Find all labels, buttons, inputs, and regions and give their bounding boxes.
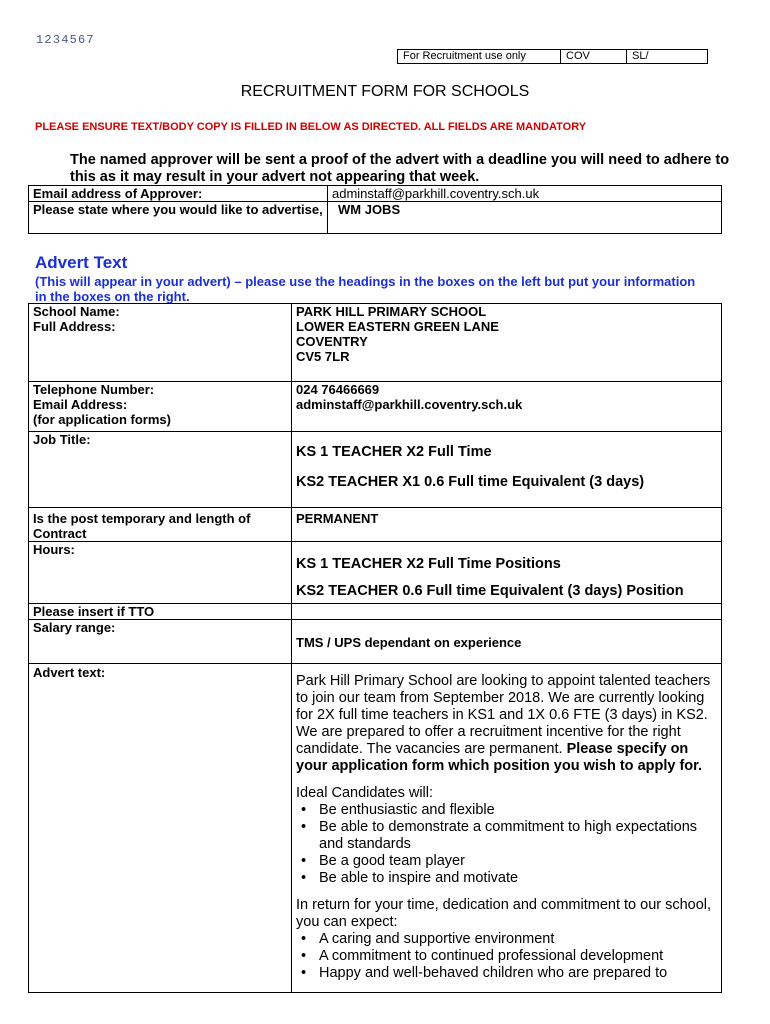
sl-field: SL/	[627, 50, 708, 64]
contact-values-cell	[292, 382, 722, 432]
address-line-1: LOWER EASTERN GREEN LANE	[296, 319, 499, 334]
advert-intro-paragraph	[296, 673, 717, 775]
approver-email-label: Email address of Approver:	[29, 186, 328, 202]
tto-value	[292, 604, 722, 620]
address-line-3: CV5 7LR	[296, 349, 350, 364]
approver-table	[28, 185, 722, 234]
form-title: RECRUITMENT FORM FOR SCHOOLS	[240, 83, 530, 100]
advert-text-label: Advert text:	[29, 664, 292, 993]
email-address-value: adminstaff@parkhill.coventry.sch.uk	[296, 397, 523, 412]
ideal-candidates-list	[296, 802, 717, 887]
advert-intro-bold: Please specify on your application form which position you wish to apply for.	[296, 741, 703, 774]
hours-value-2: KS2 TEACHER 0.6 Full time Equivalent (3 days) Position	[296, 583, 684, 599]
list-item: • Be able to inspire and motivate	[319, 870, 717, 887]
list-item: • Be able to demonstrate a commitment to high expectations and standards	[319, 819, 717, 853]
mandatory-notice: PLEASE ENSURE TEXT/BODY COPY IS FILLED IN BELOW AS DIRECTED. ALL FIELDS ARE MANDATORY	[35, 121, 587, 133]
list-item: • A caring and supportive environment	[319, 931, 717, 948]
advert-text-body	[292, 664, 722, 993]
salary-label: Salary range:	[29, 620, 292, 664]
telephone-label: Telephone Number:	[33, 382, 155, 397]
school-labels-cell	[29, 304, 292, 382]
tto-label: Please insert if TTO	[29, 604, 292, 620]
recruitment-use-label: For Recruitment use only	[398, 50, 561, 64]
recruitment-use-box	[397, 49, 708, 64]
contract-value: PERMANENT	[292, 508, 722, 542]
email-address-label: Email Address:	[33, 397, 128, 412]
address-line-2: COVENTRY	[296, 334, 368, 349]
advertise-where-label: Please state where you would like to advertise,	[29, 202, 328, 234]
job-title-1: KS 1 TEACHER X2 Full Time	[296, 444, 492, 460]
contract-label: Is the post temporary and length of Contract	[29, 508, 292, 542]
hours-label: Hours:	[29, 542, 292, 604]
hours-value-1: KS 1 TEACHER X2 Full Time Positions	[296, 556, 561, 572]
job-title-label: Job Title:	[29, 432, 292, 508]
list-item: • Be a good team player	[319, 853, 717, 870]
email-address-note: (for application forms)	[33, 412, 171, 427]
hours-values-cell	[292, 542, 722, 604]
contact-labels-cell	[29, 382, 292, 432]
advert-details-table	[28, 303, 722, 993]
ideal-candidates-heading: Ideal Candidates will:	[296, 785, 434, 801]
school-values-cell	[292, 304, 722, 382]
list-item: • Be enthusiastic and flexible	[319, 802, 717, 819]
advert-text-subheading: (This will appear in your advert) – please use the headings in the boxes on the left but put your information in the boxes on the right.	[35, 274, 696, 304]
reference-number: 1234567	[36, 33, 95, 47]
full-address-label: Full Address:	[33, 319, 116, 334]
job-title-2: KS2 TEACHER X1 0.6 Full time Equivalent (3 days)	[296, 474, 645, 490]
school-name-value: PARK HILL PRIMARY SCHOOL	[296, 304, 487, 319]
advert-text-heading: Advert Text	[35, 253, 128, 272]
salary-value: TMS / UPS dependant on experience	[292, 620, 722, 664]
approver-email-value: adminstaff@parkhill.coventry.sch.uk	[328, 186, 722, 202]
list-item: • A commitment to continued professional development	[319, 948, 717, 965]
advertise-where-value: WM JOBS	[328, 202, 722, 234]
school-name-label: School Name:	[33, 304, 120, 319]
list-item: • Happy and well-behaved children who are prepared to	[319, 965, 717, 982]
return-list	[296, 931, 717, 982]
job-title-values-cell	[292, 432, 722, 508]
advert-intro: Park Hill Primary School are looking to appoint talented teachers to join our team from September 2018. We are currently looking for 2X full time teachers in KS1 and 1X 0.6 FTE (3 days) in KS2. We are prepared to offer a recruitment incentive for the right candidate. The vacancies are permanent.	[296, 673, 711, 757]
approver-note: The named approver will be sent a proof of the advert with a deadline you will need to adhere to this as it may result in your advert not appearing that week.	[70, 152, 730, 185]
cov-field: COV	[561, 50, 627, 64]
return-heading: In return for your time, dedication and commitment to our school, you can expect:	[296, 897, 712, 930]
telephone-value: 024 76466669	[296, 382, 380, 397]
